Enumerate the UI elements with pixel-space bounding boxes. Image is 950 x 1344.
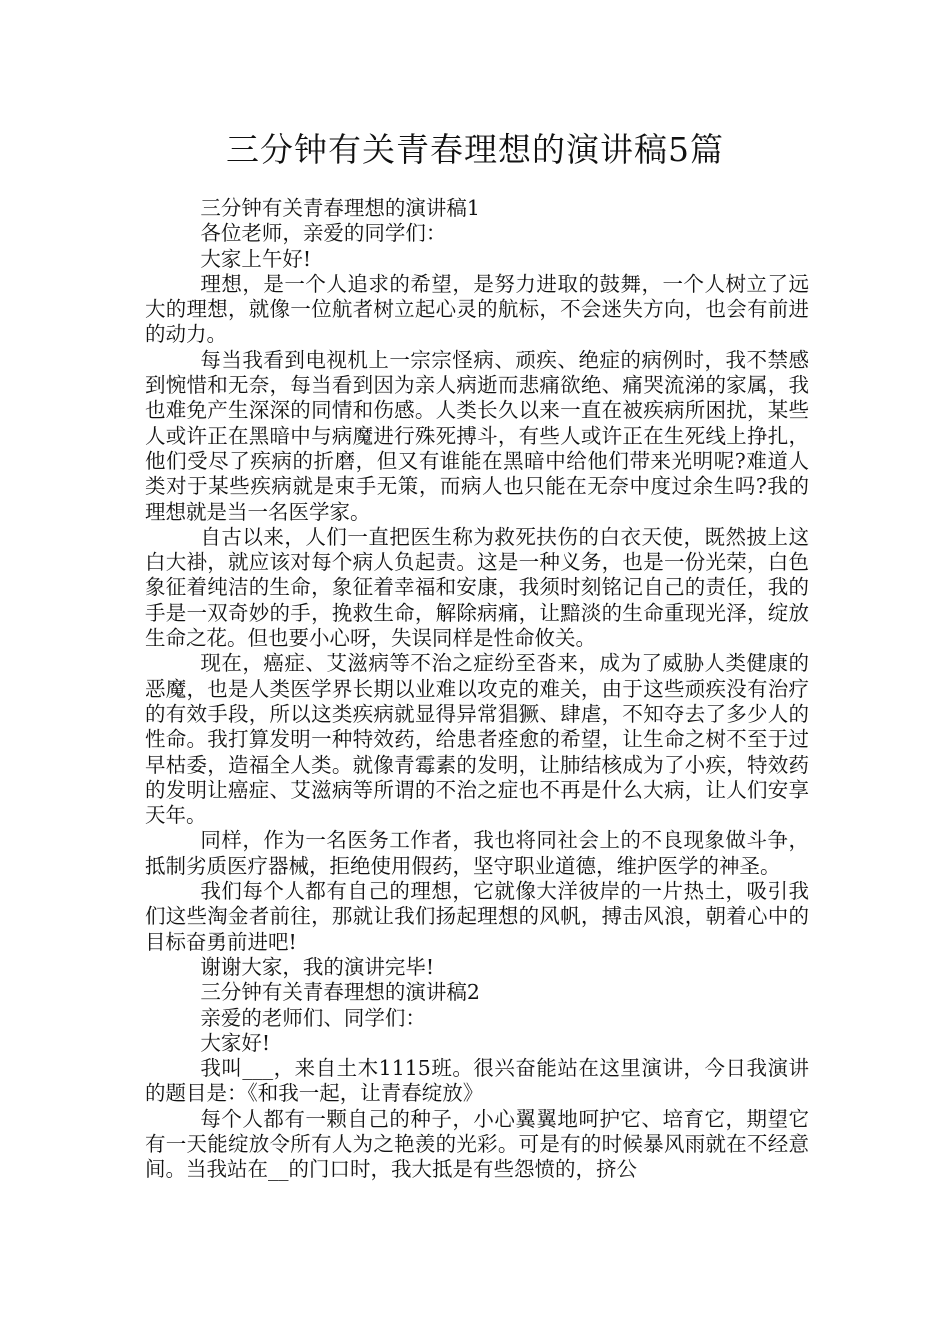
document-title: 三分钟有关青春理想的演讲稿5篇	[226, 130, 724, 169]
paragraph-good-morning: 大家上午好!	[200, 246, 312, 271]
paragraph-speech-1-heading: 三分钟有关青春理想的演讲稿1	[200, 196, 480, 220]
paragraph-greeting: 各位老师，亲爱的同学们：	[200, 221, 447, 246]
paragraph-body: 理想，是一个人追求的希望，是努力进取的鼓舞，一个人树立了远大的理想，就像一位航者树立起心灵的航标，不会迷失方向，也会有前进的动力。	[145, 271, 809, 347]
paragraph-body: 我叫___，来自土木1115班。很兴奋能站在这里演讲，今日我演讲的题目是：《和我一起，让青春绽放》	[145, 1056, 809, 1106]
paragraph-hello: 大家好!	[200, 1030, 271, 1055]
paragraph-greeting: 亲爱的老师们、同学们：	[200, 1005, 426, 1030]
paragraph-body: 现在，癌症、艾滋病等不治之症纷至沓来，成为了威胁人类健康的恶魔，也是人类医学界长期以业难以攻克的难关，由于这些顽疾没有治疗的有效手段，所以这类疾病就显得异常猖獗、肆虐，不知夺去了多少人的性命。我打算发明一种特效药，给患者痊愈的希望，让生命之树不至于过早枯委，造福全人类。就像青霉素的发明，让肺结核成为了小疾，特效药的发明让癌症、艾滋病等所谓的不治之症也不再是什么大病，让人们安享天年。	[145, 651, 809, 828]
paragraph-body: 每当我看到电视机上一宗宗怪病、顽疾、绝症的病例时，我不禁感到惋惜和无奈，每当看到因为亲人病逝而悲痛欲绝、痛哭流涕的家属，我也难免产生深深的同情和伤感。人类长久以来一直在被疾病所困扰，某些人或许正在黑暗中与病魔进行殊死搏斗，有些人或许正在生死线上挣扎，他们受尽了疾病的折磨，但又有谁能在黑暗中给他们带来光明呢?难道人类对于某些疾病就是束手无策，而病人也只能在无奈中度过余生吗?我的理想就是当一名医学家。	[145, 347, 809, 524]
paragraph-body: 每个人都有一颗自己的种子，小心翼翼地呵护它、培育它，期望它有一天能绽放令所有人为之艳羡的光彩。可是有的时候暴风雨就在不经意间。当我站在__的门口时，我大抵是有些怨愤的，挤公	[145, 1106, 809, 1182]
document-body	[145, 196, 809, 1183]
paragraph-body: 同样，作为一名医务工作者，我也将同社会上的不良现象做斗争，抵制劣质医疗器械，拒绝使用假药，坚守职业道德，维护医学的神圣。	[145, 828, 809, 878]
paragraph-body: 我们每个人都有自己的理想，它就像大洋彼岸的一片热土，吸引我们这些淘金者前往，那就让我们扬起理想的风帆，搏击风浪，朝着心中的目标奋勇前进吧!	[145, 879, 809, 954]
paragraph-body: 自古以来，人们一直把医生称为救死扶伤的白衣天使，既然披上这白大褂，就应该对每个病人负起责。这是一种义务，也是一份光荣，白色象征着纯洁的生命，象征着幸福和安康，我须时刻铭记自己的责任，我的手是一双奇妙的手，挽救生命，解除病痛，让黯淡的生命重现光泽，绽放生命之花。但也要小心呀，失误同样是性命攸关。	[145, 524, 809, 651]
paragraph-speech-2-heading: 三分钟有关青春理想的演讲稿2	[200, 980, 480, 1005]
paragraph-closing: 谢谢大家，我的演讲完毕!	[200, 954, 435, 979]
